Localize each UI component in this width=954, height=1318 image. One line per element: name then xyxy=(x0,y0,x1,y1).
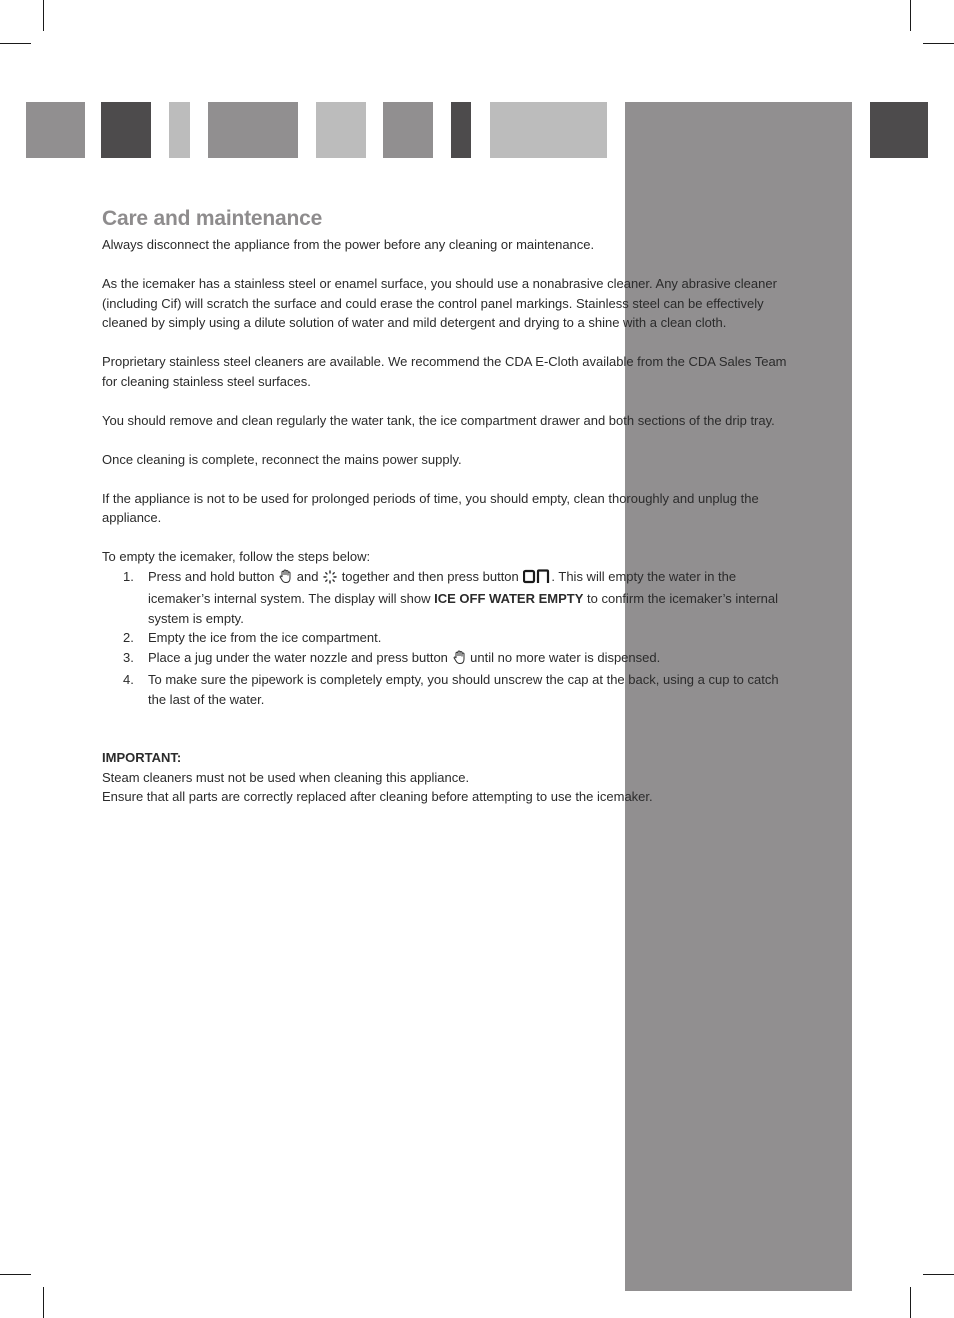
header-block xyxy=(870,102,928,158)
step-text: Empty the ice from the ice compartment. xyxy=(148,630,382,645)
crop-mark xyxy=(910,1287,911,1318)
step-number: 1. xyxy=(123,568,134,584)
steps-intro: To empty the icemaker, follow the steps below: xyxy=(102,549,371,564)
header-block xyxy=(490,102,607,158)
list-item xyxy=(102,670,792,709)
spacer xyxy=(102,709,792,748)
crop-mark xyxy=(0,43,31,44)
step-text: together and then press button xyxy=(341,568,519,584)
steps-list xyxy=(102,567,792,710)
paragraph: Always disconnect the appliance from the power before any cleaning or maintenance. xyxy=(102,237,595,252)
step-text: and xyxy=(296,568,319,584)
header-block xyxy=(101,102,151,158)
page-title: Care and maintenance xyxy=(102,207,323,230)
header-block xyxy=(316,102,366,158)
crop-mark xyxy=(43,0,44,31)
on-display-icon xyxy=(523,569,550,590)
crop-mark xyxy=(43,1287,44,1318)
important-label: IMPORTANT: xyxy=(102,750,182,765)
paragraph: If the appliance is not to be used for prolonged periods of time, you should empty, clean thoroughly and unplug the appliance. xyxy=(102,490,759,525)
paragraph: You should remove and clean regularly the water tank, the ice compartment drawer and both sections of the drip tray. xyxy=(102,412,775,428)
step-text: until no more water is dispensed. xyxy=(470,649,661,665)
header-block xyxy=(451,102,471,158)
important-line: Steam cleaners must not be used when cleaning this appliance. xyxy=(102,769,470,785)
paragraph: Proprietary stainless steel cleaners are available. We recommend the CDA E-Cloth available from the CDA Sales Team for cleaning stainless steel surfaces. xyxy=(102,354,787,389)
crop-mark xyxy=(923,43,954,44)
header-block xyxy=(383,102,433,158)
hand-icon xyxy=(279,569,292,590)
crop-mark xyxy=(0,1274,31,1275)
list-item xyxy=(102,648,792,671)
paragraph: Once cleaning is complete, reconnect the mains power supply. xyxy=(102,451,462,467)
step-number: 3. xyxy=(123,649,134,665)
step-number: 2. xyxy=(123,630,134,645)
crop-mark xyxy=(910,0,911,31)
paragraph: As the icemaker has a stainless steel or enamel surface, you should use a nonabrasive cleaner. Any abrasive cleaner (including Cif) will scratch the surface and could erase the control panel markings. Stainless steel can be effectively cleaned by simply using a dilute solution of water and mild detergent and drying to a shine with a clean cloth. xyxy=(102,276,777,330)
step-number: 4. xyxy=(123,672,134,687)
care-section xyxy=(102,205,792,807)
important-line: Ensure that all parts are correctly replaced after cleaning before attempting to use the icemaker. xyxy=(102,789,653,804)
step-text: Press and hold button xyxy=(148,568,275,584)
step-text: to confirm the icemaker’s internal system is empty. xyxy=(148,591,779,626)
header-block xyxy=(169,102,190,158)
hand-icon xyxy=(453,650,466,671)
ice-sparkle-icon xyxy=(323,570,337,590)
display-message: ICE OFF WATER EMPTY xyxy=(434,591,584,606)
step-text: . This will empty the water in the icemaker’s internal system. The display will show xyxy=(148,568,737,606)
list-item xyxy=(102,628,792,648)
crop-mark xyxy=(923,1274,954,1275)
step-text: To make sure the pipework is completely empty, you should unscrew the cap at the back, using a cup to catch the last of the water. xyxy=(148,672,779,707)
header-block xyxy=(26,102,85,158)
header-block xyxy=(208,102,298,158)
step-text: Place a jug under the water nozzle and press button xyxy=(148,649,448,665)
list-item xyxy=(102,567,792,629)
